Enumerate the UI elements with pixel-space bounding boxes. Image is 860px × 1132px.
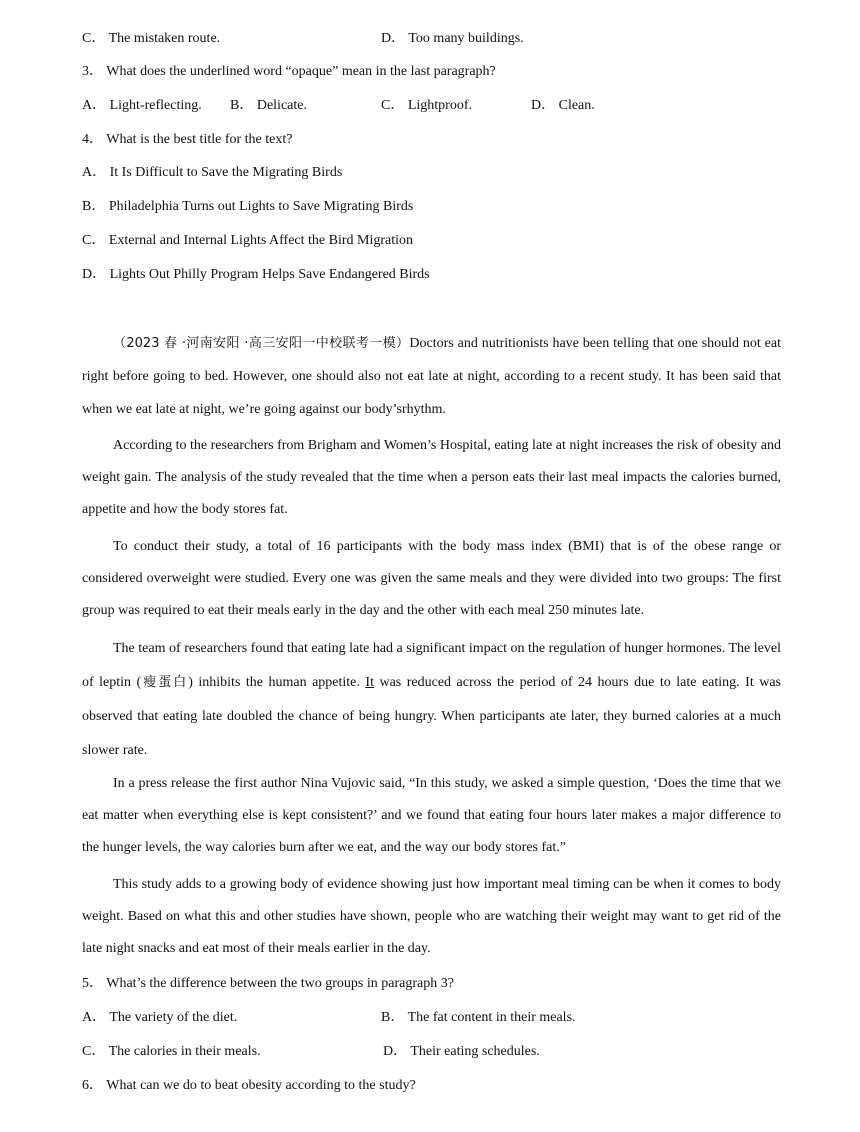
q5-stem: 5． What’s the difference between the two groups in paragraph 3? bbox=[82, 976, 454, 991]
q4-stem: 4． What is the best title for the text? bbox=[82, 132, 293, 147]
q4-option-d: D． Lights Out Philly Program Helps Save Endangered Birds bbox=[82, 267, 430, 282]
q6-stem: 6． What can we do to beat obesity according to the study? bbox=[82, 1078, 416, 1093]
p4-cjk-gloss: 瘦蛋白 bbox=[141, 675, 189, 690]
p4-underlined-it: It bbox=[365, 675, 374, 690]
passage-source: （2023 春 ·河南安阳 ·高三安阳一中校联考一模） bbox=[113, 336, 410, 351]
passage-paragraph-5: In a press release the first author Nina Vujovic said, “In this study, we asked a simple question, ‘Does the time that we eat matter when everything else is kept consistent?’ and we found that eating four hours later makes a major difference to the hunger levels, the way calories burn after we eat, and the way our body stores fat.” bbox=[82, 776, 781, 855]
q5-option-d: D． Their eating schedules. bbox=[383, 1044, 540, 1059]
q4-option-a: A． It Is Difficult to Save the Migrating Birds bbox=[82, 165, 343, 180]
q2-option-c: C． The mistaken route. bbox=[82, 31, 221, 46]
q4-option-b: B． Philadelphia Turns out Lights to Save Migrating Birds bbox=[82, 199, 414, 214]
q5-option-a: A． The variety of the diet. bbox=[82, 1010, 238, 1025]
q3-stem: 3． What does the underlined word “opaque” mean in the last paragraph? bbox=[82, 64, 496, 79]
passage-paragraph-3: To conduct their study, a total of 16 participants with the body mass index (BMI) that is of the obese range or considered overweight were studied. Every one was given the same meals and they were divided into two groups: The first group was required to eat their meals early in the day and the other with each meal 250 minutes late. bbox=[82, 539, 781, 618]
q5-option-b: B． The fat content in their meals. bbox=[381, 1010, 576, 1025]
q3-option-b: B． Delicate. bbox=[230, 98, 307, 113]
q3-option-a: A． Light-reflecting. bbox=[82, 98, 202, 113]
passage-paragraph-1-text: Doctors and nutritionists have been telling that one should not eat right before going to bed. However, one should also not eat late at night, according to a recent study. It has been said that when we eat late at night, we’re going against our body’srhythm. bbox=[82, 336, 781, 417]
q5-option-c: C． The calories in their meals. bbox=[82, 1044, 261, 1059]
passage-paragraph-4 bbox=[82, 632, 781, 768]
q3-option-d: D． Clean. bbox=[531, 98, 595, 113]
q3-option-c: C． Lightproof. bbox=[381, 98, 472, 113]
passage-paragraph-6: This study adds to a growing body of evidence showing just how important meal timing can be when it comes to body weight. Based on what this and other studies have shown, people who are watching their weight may want to get rid of the late night snacks and eat most of their meals earlier in the day. bbox=[82, 877, 781, 956]
q2-option-d: D． Too many buildings. bbox=[381, 31, 524, 46]
q4-option-c: C． External and Internal Lights Affect the Bird Migration bbox=[82, 233, 413, 248]
passage-paragraph-2: According to the researchers from Brigham and Women’s Hospital, eating late at night increases the risk of obesity and weight gain. The analysis of the study revealed that the time when a person eats their last meal impacts the calories burned, appetite and how the body stores fat. bbox=[82, 438, 781, 517]
p4-mid: ) inhibits the human appetite. bbox=[188, 675, 366, 690]
passage-paragraph-1 bbox=[82, 327, 781, 426]
p4-before: The team of researchers found that eating late had a significant impact on the regulation of hunger hormones. The level of leptin ( bbox=[82, 641, 781, 690]
p4-after: was reduced across the period of 24 hours due to late eating. It was observed that eating late doubled the chance of being hungry. When participants ate later, they burned calories at a much slower rate. bbox=[82, 675, 781, 758]
